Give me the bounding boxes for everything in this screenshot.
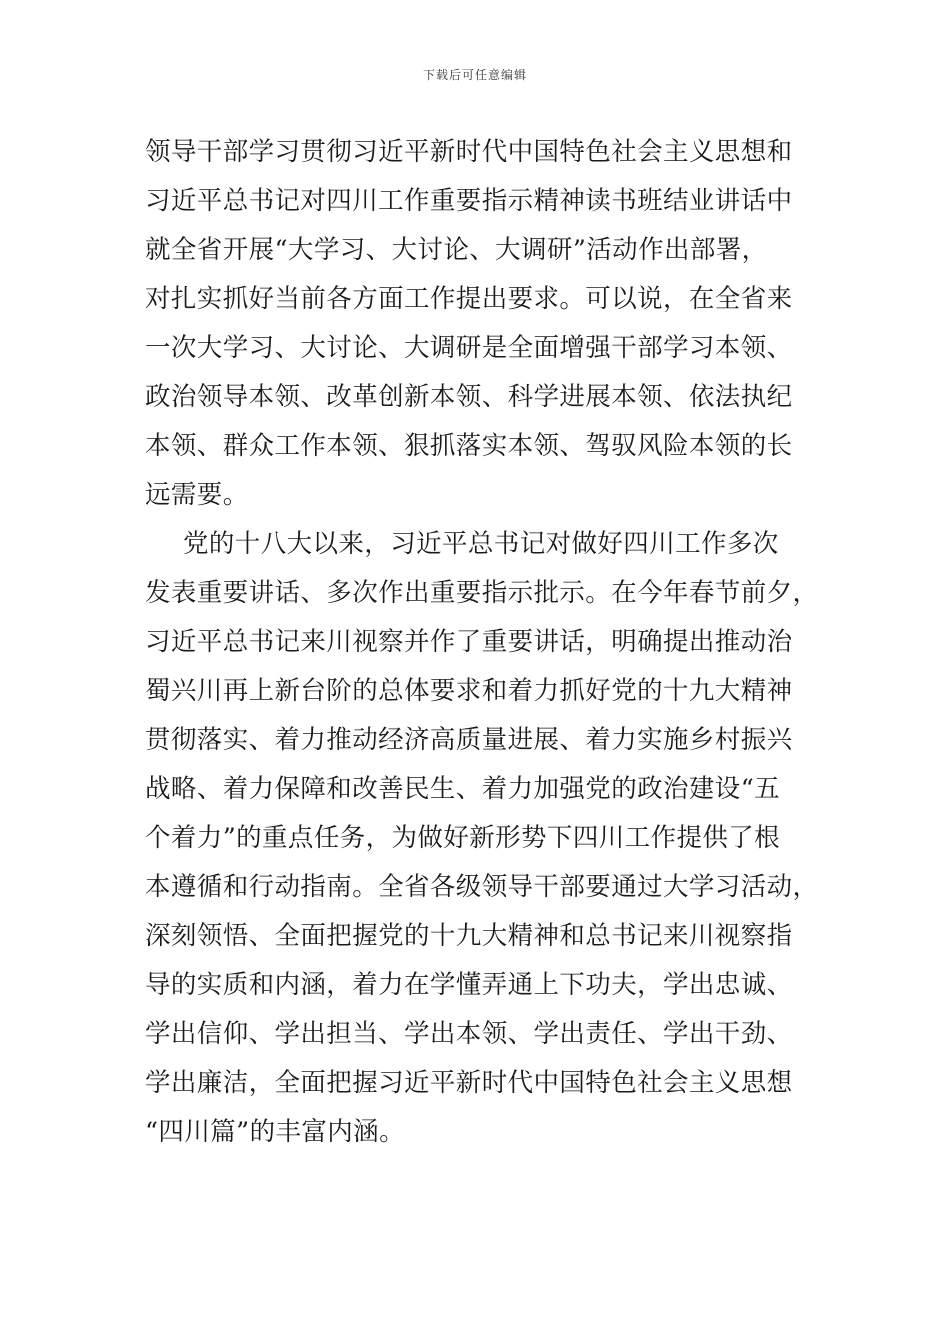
text-line: 习近平总书记来川视察并作了重要讲话，明确提出推动治 bbox=[145, 627, 793, 657]
text-line: 领导干部学习贯彻习近平新时代中国特色社会主义思想和 bbox=[145, 137, 793, 167]
document-body bbox=[145, 128, 819, 1157]
text-line: 对扎实抓好当前各方面工作提出要求。可以说，在全省来 bbox=[145, 284, 793, 314]
text-line: 战略、着力保障和改善民生、着力加强党的政治建设“五 bbox=[145, 774, 781, 804]
text-line: 贯彻落实、着力推动经济高质量进展、着力实施乡村振兴 bbox=[145, 725, 793, 755]
text-line: 一次大学习、大讨论、大调研是全面增强干部学习本领、 bbox=[145, 333, 793, 363]
text-line: 蜀兴川再上新台阶的总体要求和着力抓好党的十九大精神 bbox=[145, 676, 793, 706]
text-line: “四川篇”的丰富内涵。 bbox=[145, 1117, 405, 1147]
text-line: 导的实质和内涵，着力在学懂弄通上下功夫，学出忠诚、 bbox=[145, 970, 793, 1000]
text-line: 就全省开展“大学习、大讨论、大调研”活动作出部署， bbox=[145, 235, 768, 265]
text-line: 个着力”的重点任务，为做好新形势下四川工作提供了根 bbox=[145, 823, 781, 853]
text-line: 发表重要讲话、多次作出重要指示批示。在今年春节前夕， bbox=[145, 578, 819, 608]
text-line: 本遵循和行动指南。全省各级领导干部要通过大学习活动， bbox=[145, 872, 819, 902]
text-line: 习近平总书记对四川工作重要指示精神读书班结业讲话中 bbox=[145, 186, 793, 216]
text-line: 深刻领悟、全面把握党的十九大精神和总书记来川视察指 bbox=[145, 921, 793, 951]
page-header-note: 下载后可任意编辑 bbox=[422, 68, 527, 82]
text-line: 学出廉洁，全面把握习近平新时代中国特色社会主义思想 bbox=[145, 1068, 793, 1098]
paragraph-start-line: 党的十八大以来，习近平总书记对做好四川工作多次 bbox=[183, 529, 779, 559]
text-line: 学出信仰、学出担当、学出本领、学出责任、学出干劲、 bbox=[145, 1019, 793, 1049]
text-line: 远需要。 bbox=[145, 480, 249, 510]
text-line: 政治领导本领、改革创新本领、科学进展本领、依法执纪 bbox=[145, 382, 793, 412]
text-line: 本领、群众工作本领、狠抓落实本领、驾驭风险本领的长 bbox=[145, 431, 793, 461]
